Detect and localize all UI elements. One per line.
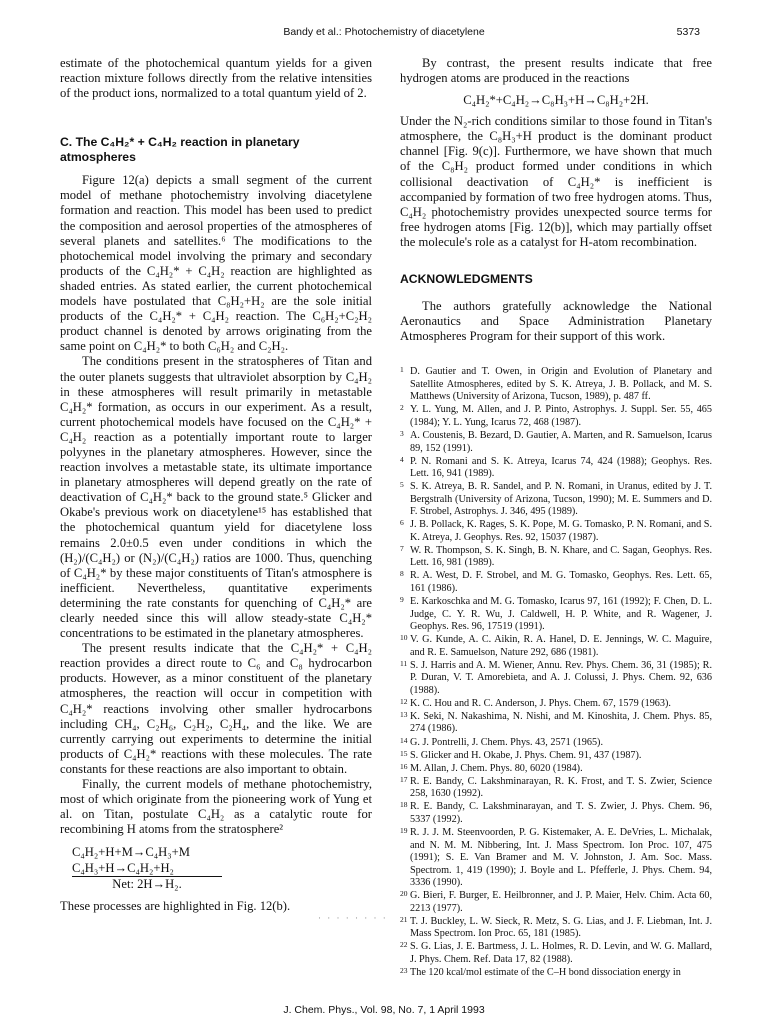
- equation-line: C₄H₂+H+M→C₄H₃+M: [72, 845, 190, 860]
- right-column: [400, 56, 712, 980]
- reference-number: 6: [400, 518, 404, 528]
- reference-number: 16: [400, 761, 408, 771]
- reference-item: [400, 430, 712, 455]
- paragraph: Finally, the current models of methane photochemistry, most of which originate from the pioneering work of Yung et al. on Titan, postulate C₄H₂ as a catalytic route for recombining H atoms from the stratosphere²: [60, 777, 372, 837]
- equation-block: [72, 845, 222, 893]
- paragraph-continuation: estimate of the photochemical quantum yields for a given reaction mixture follows directly from the relative intensities of the product ions, normalized to a total quantum yield of 2.: [60, 56, 372, 101]
- reference-text: D. Gautier and T. Owen, in Origin and Evolution of Planetary and Satellite Atmospheres, edited by S. K. Atreya, J. B. Pollack, and M. S. Matthews (University of Arizona, Tucson, 1989), p. 487 ff.: [410, 366, 712, 403]
- reference-item: [400, 763, 712, 776]
- reference-number: 11: [400, 658, 408, 668]
- reference-text: G. J. Pontrelli, J. Chem. Phys. 43, 2571 (1965).: [410, 736, 604, 748]
- reference-text: R. E. Bandy, C. Lakshminarayan, and T. S. Zwier, J. Phys. Chem. 96, 5337 (1992).: [410, 801, 712, 825]
- reference-text: E. Karkoschka and M. G. Tomasko, Icarus 97, 161 (1992); F. Chen, D. L. Judge, C. Y. R. Wu, J. Caldwell, H. P. White, and R. Wagener, J. Geophys. Res. 96, 17519 (1991).: [410, 596, 712, 633]
- reference-number: 5: [400, 480, 404, 490]
- reference-number: 19: [400, 826, 408, 835]
- reference-item: [400, 698, 712, 711]
- reference-number: 17: [400, 774, 408, 784]
- reference-text: K. Seki, N. Nakashima, N. Nishi, and M. Kinoshita, J. Chem. Phys. 85, 274 (1986).: [410, 710, 712, 735]
- reference-item: [400, 801, 712, 826]
- reference-text: S. J. Harris and A. M. Wiener, Annu. Rev. Phys. Chem. 36, 31 (1985); R. P. Duran, V. T. Amorebieta, and A. J. Colussi, J. Phys. Chem. 92, 636 (1988).: [410, 659, 712, 696]
- reference-number: 21: [400, 914, 408, 924]
- running-head: [0, 26, 768, 42]
- reference-text: J. B. Pollack, K. Rages, S. K. Pope, M. G. Tomasko, P. N. Romani, and S. K. Atreya, J. Geophys. Res. 92, 15037 (1987).: [410, 519, 712, 543]
- reference-text: Y. L. Yung, M. Allen, and J. P. Pinto, Astrophys. J. Suppl. Ser. 55, 465 (1984); Y. L. Yung, Icarus 72, 468 (1987).: [410, 404, 712, 428]
- reference-text: R. J. J. M. Steenvoorden, P. G. Kistemaker, A. E. DeVries, L. Michalak, and N. M. M. Nibbering, Int. J. Mass Spectrom. Ion Proc. 107, 475 (1991); S. E. Van Bramer and M. V. Johnston, J. Am. Soc. Mass. Spectrom. 1, 419 (1990); J. Boyle and L. Pfefferle, J. Phys. Chem. 94, 3336 (1990).: [410, 827, 712, 888]
- reference-text: G. Bieri, F. Burger, E. Heilbronner, and J. P. Maier, Helv. Chim. Acta 60, 2213 (1977).: [410, 890, 712, 914]
- reference-item: [400, 404, 712, 429]
- reference-text: T. J. Buckley, L. W. Sieck, R. Metz, S. G. Lias, and J. F. Liebman, Int. J. Mass Spectrom. Ion Proc. 65, 181 (1985).: [410, 915, 712, 940]
- reference-number: 18: [400, 800, 408, 810]
- reference-text: S. Glicker and H. Okabe, J. Phys. Chem. 91, 437 (1987).: [410, 749, 642, 761]
- acknowledgments-text: The authors gratefully acknowledge the National Aeronautics and Space Administration Planetary Atmospheres Program for their support of this work.: [400, 299, 712, 344]
- reference-text: W. R. Thompson, S. K. Singh, B. N. Khare, and C. Sagan, Geophys. Res. Lett. 16, 981 (1989).: [410, 544, 712, 569]
- reference-number: 22: [400, 940, 408, 950]
- reference-item: [400, 570, 712, 595]
- reference-text: P. N. Romani and S. K. Atreya, Icarus 74, 424 (1988); Geophys. Res. Lett. 16, 941 (1989).: [410, 455, 712, 480]
- reference-text: R. E. Bandy, C. Lakshminarayan, R. K. Frost, and T. S. Zwier, Science 258, 1630 (1992).: [410, 775, 712, 800]
- reference-text: S. G. Lias, J. E. Bartmess, J. L. Holmes, R. D. Levin, and W. G. Mallard, J. Phys. Chem. Ref. Data 17, 82 (1988).: [410, 941, 712, 965]
- reference-text: R. A. West, D. F. Strobel, and M. G. Tomasko, Geophys. Res. Lett. 65, 161 (1986).: [410, 570, 712, 594]
- reference-item: [400, 456, 712, 481]
- reference-text: K. C. Hou and R. C. Anderson, J. Phys. Chem. 67, 1579 (1963).: [410, 697, 671, 709]
- reference-item: [400, 481, 712, 519]
- reference-number: 3: [400, 429, 404, 438]
- reference-item: [400, 776, 712, 801]
- reference-number: 7: [400, 543, 404, 553]
- reference-number: 10: [400, 633, 408, 643]
- page-number: 5373: [676, 26, 700, 38]
- reference-item: [400, 750, 712, 763]
- reference-text: S. K. Atreya, B. R. Sandel, and P. N. Romani, in Uranus, edited by J. T. Bergstralh (University of Arizona, Tucson, 1990); M. E. Summers and D. F. Strobel, Astrophys. J. 346, 495 (1989).: [410, 481, 712, 518]
- footer-citation: J. Chem. Phys., Vol. 98, No. 7, 1 April 1993: [283, 1004, 485, 1016]
- reference-number: 4: [400, 454, 404, 464]
- equation-net: Net: 2H→H₂.: [72, 876, 222, 893]
- running-head-title: Bandy et al.: Photochemistry of diacetylene: [283, 26, 485, 38]
- reference-number: 8: [400, 569, 404, 579]
- paragraph: The conditions present in the stratospheres of Titan and the outer planets suggests that ultraviolet absorption by C₄H₂ in these atmospheres will result primarily in metastable C₄H₂* formation, as occurs in our experiment. As a result, current photochemical models have focused on the C₄H₂* + C₄H₂ reaction as a potentially important route to larger polyynes in the planetary atmospheres. However, since the reaction involves a metastable state, its ultimate importance in planetary atmospheres will depend greatly on the rate of deactivation of C₄H₂* back to the ground state.⁵ Glicker and Okabe's previous work on diacetylene¹⁵ has established that the photochemical quantum yield for diacetylene loss remains 2.0±0.5 even under conditions in which the (H₂)/(C₄H₂) or (N₂)/(C₄H₂) ratios are 1000. Thus, quenching of C₄H₂* by these major constituents of Titan's atmosphere is inefficient. Nevertheless, quantitative experiments determining the rate constants for quenching of C₄H₂* are clearly needed since this will allow steady-state C₄H₂* concentrations to be estimated in the planetary atmospheres.: [60, 354, 372, 641]
- reference-item: [400, 916, 712, 941]
- left-column: [60, 56, 372, 914]
- paragraph: The present results indicate that the C₄H₂* + C₄H₂ reaction provides a direct route to C₆ and C₈ hydrocarbon products. However, as a minor constituent of the planetary atmospheres, the reaction will occur in competition with C₄H₂* reactions involving other smaller hydrocarbons including CH₄, C₂H₆, C₂H₂, C₂H₄, and the like. We are currently carrying out experiments to determine the initial products of C₄H₂* reactions with these molecules. The rate constants for these reactions are also important to obtain.: [60, 641, 372, 776]
- paragraph: Under the N₂-rich conditions similar to those found in Titan's atmosphere, the C₈H₃+H product is the dominant product channel [Fig. 9(c)]. Furthermore, we have shown that much of the C₈H₂ product formed under conditions in which collisional deactivation of C₄H₂* is inefficient is accompanied by formation of two free hydrogen atoms. Thus, C₄H₂ photochemistry provides unexpected source terms for free hydrogen atoms [Fig. 12(b)], which may partially offset the molecule's role as a catalyst for H-atom recombination.: [400, 114, 712, 249]
- reference-number: 12: [400, 696, 408, 706]
- reference-item: [400, 519, 712, 544]
- reference-number: 9: [400, 595, 404, 605]
- reference-item: [400, 890, 712, 915]
- section-heading-c: C. The C₄H₂* + C₄H₂ reaction in planetary atmospheres: [60, 135, 300, 165]
- reference-item: [400, 596, 712, 634]
- reference-number: 20: [400, 889, 408, 899]
- reference-text: A. Coustenis, B. Bezard, D. Gautier, A. Marten, and R. Samuelson, Icarus 89, 152 (1991).: [410, 430, 712, 454]
- equation: C₄H₂*+C₄H₂→C₈H₃+H→C₈H₂+2H.: [463, 93, 649, 108]
- reference-item: [400, 711, 712, 736]
- reference-number: 15: [400, 748, 408, 758]
- reference-text: V. G. Kunde, A. C. Aikin, R. A. Hanel, D. E. Jennings, W. C. Maguire, and R. E. Samuelson, Nature 292, 686 (1981).: [410, 634, 712, 658]
- paragraph: These processes are highlighted in Fig. 12(b).: [60, 898, 291, 913]
- reference-item: [400, 737, 712, 750]
- paragraph: Figure 12(a) depicts a small segment of the current model of methane photochemistry involving diacetylene formation and reaction. This model has been used to predict the composition and aerosol properties of the atmospheres of several planets and satellites.⁶ The modifications to the photochemical model involving the primary and secondary products of the C₄H₂* + C₄H₂ reaction are highlighted as shaded entries. As stated earlier, the current photochemical models have postulated that C₈H₂+H₂ are the sole initial products of the C₄H₂* + C₄H₂ reaction. The C₆H₂+C₂H₂ product channel is denoted by arrows originating from the same point on C₄H₂* to both C₆H₂ and C₂H₂.: [60, 173, 372, 354]
- reference-item: [400, 967, 712, 980]
- leader-dots: · · · · · · · ·: [318, 913, 388, 923]
- reference-item: [400, 366, 712, 404]
- paragraph: By contrast, the present results indicate that free hydrogen atoms are produced in the reactions: [400, 56, 712, 86]
- reference-item: [400, 827, 712, 890]
- equation-line: C₄H₃+H→C₄H₂+H₂: [72, 860, 174, 875]
- reference-item: [400, 941, 712, 966]
- reference-text: M. Allan, J. Chem. Phys. 80, 6020 (1984).: [410, 762, 583, 774]
- reference-list: [400, 366, 712, 979]
- reference-item: [400, 545, 712, 570]
- reference-number: 2: [400, 403, 404, 413]
- reference-number: 14: [400, 735, 408, 745]
- acknowledgments-heading: ACKNOWLEDGMENTS: [400, 272, 533, 287]
- reference-number: 1: [400, 365, 404, 375]
- reference-text: The 120 kcal/mol estimate of the C–H bond dissociation energy in: [410, 966, 681, 978]
- reference-number: 23: [400, 965, 408, 975]
- reference-item: [400, 634, 712, 659]
- reference-item: [400, 660, 712, 698]
- reference-number: 13: [400, 709, 408, 719]
